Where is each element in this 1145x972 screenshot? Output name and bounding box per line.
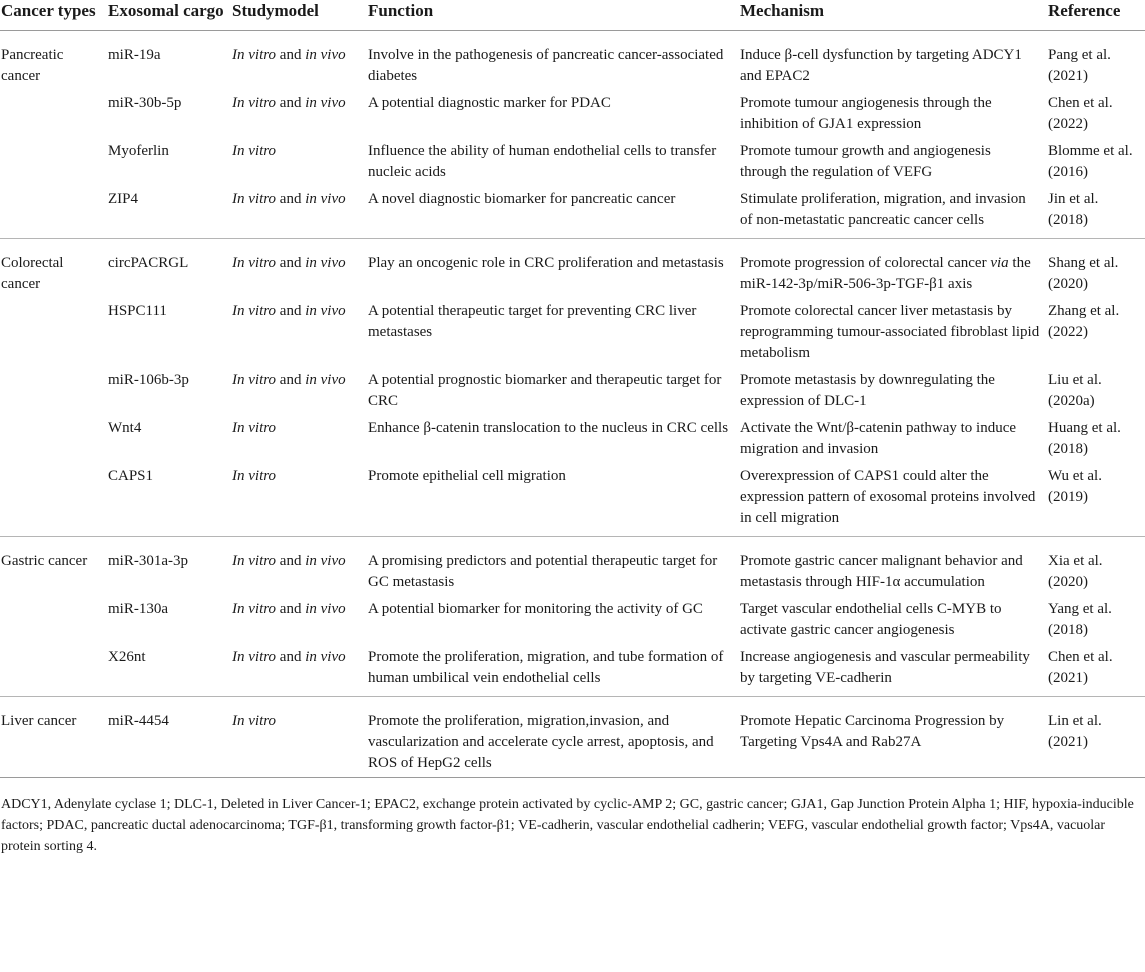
mechanism-cell: Promote progression of colorectal cancer via the miR-142-3p/miR-506-3p-TGF-β1 axis xyxy=(740,255,1031,292)
cargo-cell: miR-19a xyxy=(108,47,161,63)
cancer-type-cell: Gastric cancer xyxy=(1,553,88,569)
table-row xyxy=(0,463,1145,537)
reference-cell: Blomme et al. (2016) xyxy=(1048,143,1133,180)
header-cancer-types: Cancer types xyxy=(1,1,96,20)
study-model-cell: In vitro and in vivo xyxy=(232,47,346,63)
reference-cell: Zhang et al. (2022) xyxy=(1048,303,1120,340)
cancer-type-cell xyxy=(0,90,108,138)
mechanism-cell: Target vascular endothelial cells C-MYB to activate gastric cancer angiogenesis xyxy=(740,601,1002,638)
cargo-cell: miR-301a-3p xyxy=(108,553,188,569)
cargo-cell: miR-4454 xyxy=(108,713,169,729)
header-row xyxy=(0,0,1145,31)
table-row xyxy=(0,186,1145,239)
study-model-cell: In vitro xyxy=(232,420,277,436)
mechanism-cell: Promote Hepatic Carcinoma Progression by Targeting Vps4A and Rab27A xyxy=(740,713,1005,750)
study-model-cell: In vitro and in vivo xyxy=(232,601,346,617)
cargo-cell: ZIP4 xyxy=(108,191,138,207)
reference-cell: Jin et al. (2018) xyxy=(1048,191,1099,228)
cancer-type-cell xyxy=(0,138,108,186)
header-study-model: Studymodel xyxy=(232,1,319,20)
table-row xyxy=(0,697,1145,778)
study-model-cell: In vitro and in vivo xyxy=(232,553,346,569)
cancer-type-cell: Colorectal cancer xyxy=(1,255,64,292)
table-row xyxy=(0,298,1145,367)
table-row xyxy=(0,415,1145,463)
function-cell: Play an oncogenic role in CRC proliferation and metastasis xyxy=(368,255,724,271)
cargo-cell: circPACRGL xyxy=(108,255,189,271)
mechanism-cell: Promote colorectal cancer liver metastasis by reprogramming tumour-associated fibroblast lipid metabolism xyxy=(740,303,1040,361)
study-model-cell: In vitro and in vivo xyxy=(232,649,346,665)
study-model-cell: In vitro and in vivo xyxy=(232,95,346,111)
mechanism-cell: Overexpression of CAPS1 could alter the expression pattern of exosomal proteins involved in cell migration xyxy=(740,468,1036,526)
reference-cell: Lin et al. (2021) xyxy=(1048,713,1102,750)
cancer-type-cell xyxy=(0,367,108,415)
table-row xyxy=(0,239,1145,299)
reference-cell: Pang et al. (2021) xyxy=(1048,47,1111,84)
reference-cell: Huang et al. (2018) xyxy=(1048,420,1121,457)
cargo-cell: Myoferlin xyxy=(108,143,169,159)
table-row xyxy=(0,31,1145,91)
reference-cell: Xia et al. (2020) xyxy=(1048,553,1103,590)
cargo-cell: miR-130a xyxy=(108,601,168,617)
function-cell: Promote the proliferation, migration, and tube formation of human umbilical vein endothelial cells xyxy=(368,649,724,686)
function-cell: A potential prognostic biomarker and therapeutic target for CRC xyxy=(368,372,722,409)
cargo-cell: HSPC111 xyxy=(108,303,167,319)
header-function: Function xyxy=(368,1,434,20)
cargo-cell: miR-106b-3p xyxy=(108,372,189,388)
study-model-cell: In vitro and in vivo xyxy=(232,372,346,388)
reference-cell: Chen et al. (2021) xyxy=(1048,649,1113,686)
table-row xyxy=(0,367,1145,415)
function-cell: A promising predictors and potential therapeutic target for GC metastasis xyxy=(368,553,718,590)
table-row xyxy=(0,90,1145,138)
cancer-type-cell xyxy=(0,463,108,537)
function-cell: Influence the ability of human endothelial cells to transfer nucleic acids xyxy=(368,143,717,180)
mechanism-cell: Stimulate proliferation, migration, and invasion of non-metastatic pancreatic cancer cells xyxy=(740,191,1026,228)
table-footnote: ADCY1, Adenylate cyclase 1; DLC-1, Deleted in Liver Cancer-1; EPAC2, exchange protein activated by cyclic-AMP 2; GC, gastric cancer; GJA1, Gap Junction Protein Alpha 1; HIF, hypoxia-inducible factors; PDAC, pancreatic ductal adenocarcinoma; TGF-β1, transforming growth factor-β1; VE-cadherin, vascular endothelial cadherin; VEFG, vascular endothelial growth factor; Vps4A, vacuolar protein sorting 4. xyxy=(1,797,1134,854)
study-model-cell: In vitro xyxy=(232,713,277,729)
function-cell: Promote the proliferation, migration,invasion, and vascularization and accelerate cycle arrest, apoptosis, and ROS of HepG2 cells xyxy=(368,713,714,771)
function-cell: A potential therapeutic target for preventing CRC liver metastases xyxy=(368,303,697,340)
mechanism-cell: Increase angiogenesis and vascular permeability by targeting VE-cadherin xyxy=(740,649,1030,686)
header-reference: Reference xyxy=(1048,1,1121,20)
mechanism-cell: Promote gastric cancer malignant behavior and metastasis through HIF-1α accumulation xyxy=(740,553,1023,590)
cargo-cell: CAPS1 xyxy=(108,468,154,484)
table-row xyxy=(0,596,1145,644)
table-row xyxy=(0,644,1145,697)
function-cell: A novel diagnostic biomarker for pancreatic cancer xyxy=(368,191,676,207)
study-model-cell: In vitro xyxy=(232,468,277,484)
study-model-cell: In vitro and in vivo xyxy=(232,303,346,319)
cancer-type-cell xyxy=(0,596,108,644)
cancer-type-cell: Liver cancer xyxy=(1,713,77,729)
function-cell: Involve in the pathogenesis of pancreatic cancer-associated diabetes xyxy=(368,47,724,84)
table-row xyxy=(0,537,1145,597)
study-model-cell: In vitro xyxy=(232,143,277,159)
cancer-type-cell xyxy=(0,415,108,463)
function-cell: Promote epithelial cell migration xyxy=(368,468,566,484)
cancer-type-cell xyxy=(0,186,108,239)
cargo-cell: miR-30b-5p xyxy=(108,95,182,111)
reference-cell: Liu et al. (2020a) xyxy=(1048,372,1102,409)
function-cell: Enhance β-catenin translocation to the nucleus in CRC cells xyxy=(368,420,729,436)
study-model-cell: In vitro and in vivo xyxy=(232,255,346,271)
mechanism-cell: Induce β-cell dysfunction by targeting ADCY1 and EPAC2 xyxy=(740,47,1022,84)
cancer-type-cell xyxy=(0,298,108,367)
reference-cell: Yang et al. (2018) xyxy=(1048,601,1112,638)
header-mechanism: Mechanism xyxy=(740,1,825,20)
mechanism-cell: Promote metastasis by downregulating the expression of DLC-1 xyxy=(740,372,995,409)
mechanism-cell: Promote tumour growth and angiogenesis through the regulation of VEFG xyxy=(740,143,991,180)
table-row xyxy=(0,138,1145,186)
reference-cell: Shang et al. (2020) xyxy=(1048,255,1119,292)
reference-cell: Chen et al. (2022) xyxy=(1048,95,1113,132)
mechanism-cell: Activate the Wnt/β-catenin pathway to induce migration and invasion xyxy=(740,420,1017,457)
header-exosomal-cargo: Exosomal cargo xyxy=(108,1,224,20)
cancer-type-cell xyxy=(0,644,108,697)
study-model-cell: In vitro and in vivo xyxy=(232,191,346,207)
mechanism-cell: Promote tumour angiogenesis through the inhibition of GJA1 expression xyxy=(740,95,992,132)
cargo-cell: X26nt xyxy=(108,649,146,665)
function-cell: A potential diagnostic marker for PDAC xyxy=(368,95,611,111)
cancer-type-cell: Pancreatic cancer xyxy=(1,47,64,84)
reference-cell: Wu et al. (2019) xyxy=(1048,468,1102,505)
cargo-cell: Wnt4 xyxy=(108,420,142,436)
function-cell: A potential biomarker for monitoring the activity of GC xyxy=(368,601,703,617)
